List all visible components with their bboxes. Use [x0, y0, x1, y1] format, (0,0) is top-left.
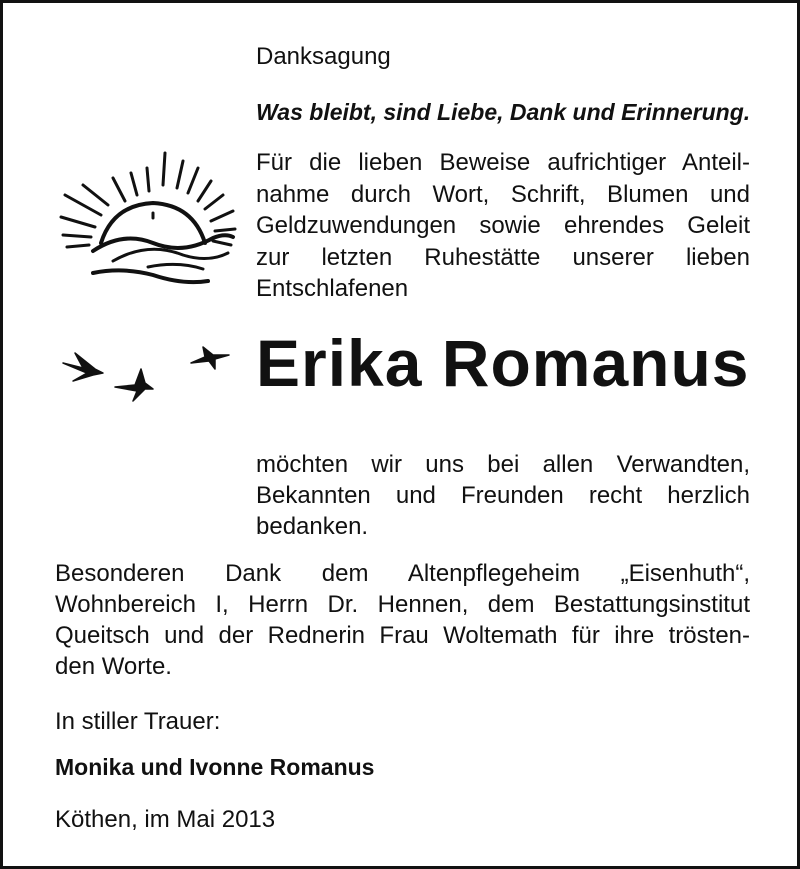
thanks-paragraph [256, 449, 750, 542]
special-thanks-line: Queitsch und der Rednerin Frau Woltemath für ihre trösten- [55, 622, 750, 649]
thanks-line: Bekannten und Freunden recht herzlich [256, 482, 750, 509]
sunrise-over-hills-icon [53, 143, 253, 293]
intro-line: nahme durch Wort, Schrift, Blumen und [256, 180, 750, 208]
special-thanks-line: Besonderen Dank dem Altenpflegeheim „Eisenhuth“, [55, 560, 750, 587]
special-thanks-paragraph [55, 558, 750, 682]
intro-line: Geldzuwendungen sowie ehrendes Geleit [256, 212, 750, 239]
place-date: Köthen, im Mai 2013 [55, 806, 276, 833]
notice-heading: Danksagung [256, 43, 391, 70]
mourning-label: In stiller Trauer: [55, 708, 221, 735]
intro-line: Für die lieben Beweise aufrichtiger Anteil- [256, 149, 750, 176]
notice-motto: Was bleibt, sind Liebe, Dank und Erinnerung. [256, 99, 751, 125]
flying-birds-icon [53, 333, 233, 413]
special-thanks-line: Wohnbereich I, Herrn Dr. Hennen, dem Bestattungsinstitut [55, 591, 750, 618]
thanks-line: möchten wir uns bei allen Verwandten, [256, 451, 750, 478]
intro-line: Entschlafenen [256, 275, 409, 302]
intro-line: zur letzten Ruhestätte unserer lieben [256, 243, 750, 271]
special-thanks-line: den Worte. [55, 653, 172, 680]
thanks-line: bedanken. [256, 513, 369, 540]
intro-paragraph [256, 147, 750, 305]
deceased-name: Erika Romanus [256, 326, 750, 400]
family-signature: Monika und Ivonne Romanus [55, 754, 375, 780]
